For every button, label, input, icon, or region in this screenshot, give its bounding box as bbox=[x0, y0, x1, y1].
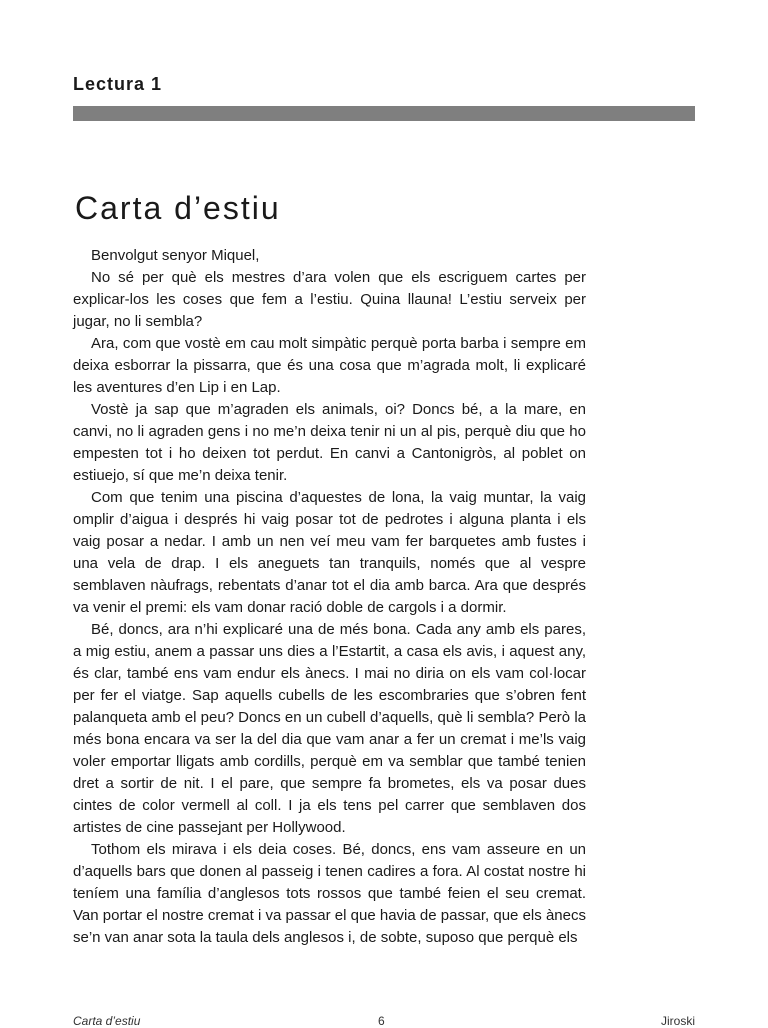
footer-title: Carta d’estiu bbox=[73, 1014, 141, 1028]
page-title: Carta d’estiu bbox=[75, 190, 281, 226]
page-footer bbox=[73, 1014, 695, 1028]
paragraph: Com que tenim una piscina d’aquestes de lona, la vaig muntar, la vaig omplir d’aigua i després hi vaig posar tot de pedrotes i alguna planta i els vaig posar a nedar. I amb un nen veí meu vam fer barquetes amb fustes i una vela de drap. I els aneguets tan tranquils, només que al vespre semblaven nàufrags, rebentats d’anar tot el dia amb barca. Ara que després va venir el premi: els vam donar ració doble de cargols i a dormir. bbox=[73, 489, 586, 616]
paragraph: Ara, com que vostè em cau molt simpàtic perquè porta barba i sempre em deixa esborrar la pissarra, que és una cosa que m’agrada molt, li explicaré les aventures d’en Lip i en Lap. bbox=[73, 335, 586, 396]
paragraph: Tothom els mirava i els deia coses. Bé, doncs, ens vam asseure en un d’aquells bars que donen al passeig i tenen cadires a fora. Al costat nostre hi teníem una família d’anglesos tots rossos que també feien el seu cremat. Van portar el nostre cremat i va passar el que havia de passar, que els ànecs se’n van anar sota la taula dels anglesos i, de sobte, suposo que perquè els bbox=[73, 841, 586, 946]
section-label: Lectura 1 bbox=[73, 74, 163, 94]
paragraph: No sé per què els mestres d’ara volen que els escriguem cartes per explicar-los les coses que fem a l’estiu. Quina llauna! L’estiu serveix per jugar, no li sembla? bbox=[73, 269, 586, 330]
paragraph: Vostè ja sap que m’agraden els animals, oi? Doncs bé, a la mare, en canvi, no li agraden gens i no me’n deixa tenir ni un al pis, perquè diu que ho empesten tot i ho deixen tot perdut. En canvi a Cantonigròs, al poblet on estiuejo, sí que me’n deixa tenir. bbox=[73, 401, 586, 484]
page-number: 6 bbox=[378, 1014, 385, 1028]
paragraph-salutation: Benvolgut senyor Miquel, bbox=[91, 247, 260, 264]
section-divider-bar bbox=[73, 106, 695, 121]
letter-body bbox=[73, 245, 586, 949]
footer-right-text: Jiroski bbox=[660, 1014, 695, 1028]
paragraph: Bé, doncs, ara n’hi explicaré una de més bona. Cada any amb els pares, a mig estiu, anem a passar uns dies a l’Estartit, a casa els avis, i aquest any, és clar, també ens vam endur els ànecs. I mai no diria on els vam col·locar per fer el viatge. Sap aquells cubells de les escombraries que s’obren fent palanqueta amb el peu? Doncs en un cubell d’aquells, què li sembla? Però la més bona encara va ser la del dia que vam anar a fer un cremat i me’ls vaig voler emportar lligats amb cordills, perquè em va semblar que també tenien dret a sortir de nit. I el pare, que sempre fa brometes, els va posar dues cintes de color vermell al coll. I ja els tens pel carrer que semblaven dos artistes de cine passejant per Hollywood. bbox=[73, 621, 586, 836]
